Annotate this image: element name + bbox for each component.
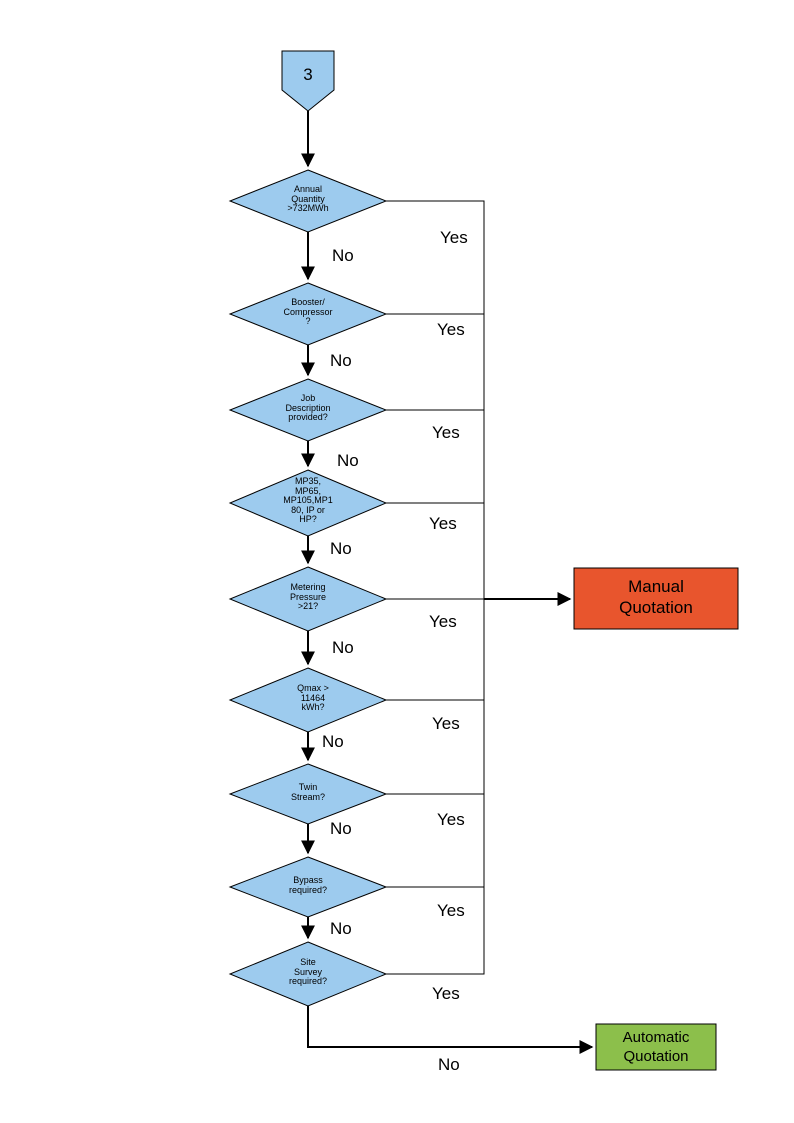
branch-label-no-twin: No [330,819,352,838]
decision-shape-twin-stream [230,764,386,824]
decision-label-bypass: Bypass required? [288,875,328,895]
decision-label-annual-quantity: Annual Quantity >732MWh [287,184,329,214]
decision-label-qmax: Qmax > 11464 kWh? [297,683,329,713]
connector-label-3: 3 [303,65,313,84]
decision-label-metering-pressure: Metering Pressure >21? [289,582,326,612]
outcome-shape-automatic-quotation [596,1024,716,1070]
decision-shape-mp-type [230,470,386,536]
branch-label-no-annual: No [332,246,354,265]
edge-yes-bypass [386,794,484,887]
branch-label-no-job: No [337,451,359,470]
decision-shape-job-description [230,379,386,441]
decision-label-twin-stream: Twin Stream? [290,782,325,802]
branch-label-no-booster: No [330,351,352,370]
decision-label-booster: Booster/ Compressor ? [283,297,333,327]
outcome-label-manual-quotation: Manual Quotation [619,577,693,618]
decision-shape-site-survey [230,942,386,1006]
decision-shape-bypass [230,857,386,917]
edge-yes-site-survey [386,887,484,974]
edge-yes-annual [386,201,484,599]
branch-label-yes-annual: Yes [440,228,468,247]
decision-shape-annual-quantity [230,170,386,232]
decision-label-mp-type: MP35, MP65, MP105,MP1 80, IP or HP? [283,476,333,525]
outcome-label-automatic-quotation: Automatic Quotation [622,1029,690,1065]
decision-label-job-description: Job Description provided? [285,393,331,423]
connector-shape-3 [282,51,334,111]
branch-label-yes-mp: Yes [429,514,457,533]
edge-no-site-survey-to-automatic [308,1006,592,1047]
branch-label-yes-site-survey: Yes [432,984,460,1003]
branch-label-no-bypass: No [330,919,352,938]
branch-label-no-qmax: No [322,732,344,751]
outcome-shape-manual-quotation [574,568,738,629]
branch-label-yes-bypass: Yes [437,901,465,920]
decision-shape-qmax [230,668,386,732]
branch-label-yes-qmax: Yes [432,714,460,733]
branch-label-yes-booster: Yes [437,320,465,339]
branch-label-yes-metering: Yes [429,612,457,631]
branch-label-no-mp: No [330,539,352,558]
decision-label-site-survey: Site Survey required? [288,957,328,987]
branch-label-yes-job: Yes [432,423,460,442]
decision-shape-metering-pressure [230,567,386,631]
branch-label-yes-twin: Yes [437,810,465,829]
branch-label-no-final: No [438,1055,460,1074]
branch-label-no-metering: No [332,638,354,657]
decision-shape-booster [230,283,386,345]
